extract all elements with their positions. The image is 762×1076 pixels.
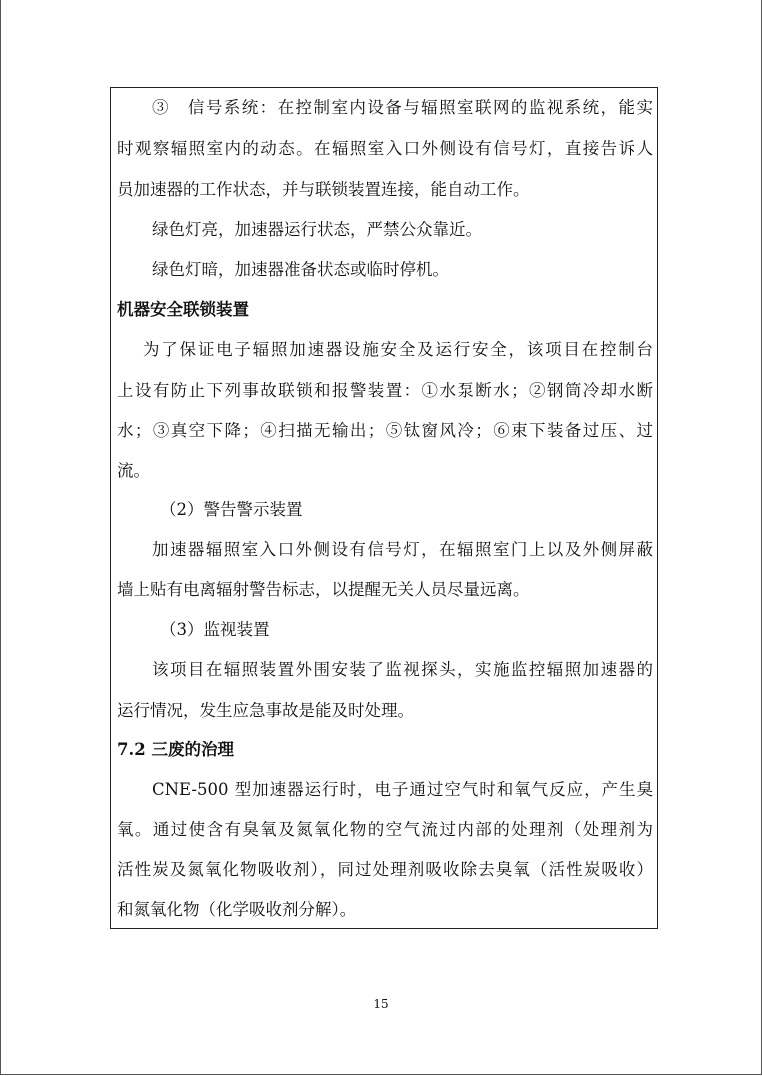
paragraph-line: 活性炭及氮氧化物吸收剂），同过处理剂吸收除去臭氧（活性炭吸收） (117, 860, 653, 879)
paragraph-line: 该项目在辐照装置外围安装了监视探头，实施监控辐照加速器的 (152, 660, 653, 679)
paragraph-line: 为了保证电子辐照加速器设施安全及运行安全，该项目在控制台 (143, 340, 653, 359)
paragraph-line: 水；③真空下降；④扫描无输出；⑤钛窗风冷；⑥束下装备过压、过 (117, 421, 653, 440)
paragraph-line: 加速器辐照室入口外侧设有信号灯，在辐照室门上以及外侧屏蔽 (152, 540, 653, 559)
paragraph-line: 时观察辐照室内的动态。在辐照室入口外侧设有信号灯，直接告诉人 (117, 139, 653, 158)
paragraph-line: ③ 信号系统：在控制室内设备与辐照室联网的监视系统，能实 (152, 98, 653, 117)
subsection-heading: （3）监视装置 (160, 620, 270, 639)
paragraph-line: 运行情况，发生应急事故是能及时处理。 (117, 701, 414, 720)
paragraph-line: 和氮氧化物（化学吸收剂分解）。 (117, 900, 357, 919)
paragraph-line: CNE-500 型加速器运行时，电子通过空气时和氧气反应，产生臭 (152, 780, 653, 799)
page-number: 15 (373, 997, 389, 1011)
paragraph-line: 员加速器的工作状态，并与联锁装置连接，能自动工作。 (117, 180, 530, 199)
paragraph-line: 绿色灯暗，加速器准备状态或临时停机。 (152, 260, 449, 279)
subsection-heading: （2）警告警示装置 (160, 500, 303, 519)
paragraph-line: 流。 (117, 461, 150, 480)
paragraph-line: 墙上贴有电离辐射警告标志，以提醒无关人员尽量远离。 (117, 580, 530, 599)
paragraph-line: 氧。通过使含有臭氧及氮氧化物的空气流过内部的处理剂（处理剂为 (117, 820, 653, 839)
section-heading: 7.2 三废的治理 (117, 740, 234, 759)
paragraph-line: 绿色灯亮，加速器运行状态，严禁公众靠近。 (152, 220, 482, 239)
section-heading: 机器安全联锁装置 (117, 300, 249, 319)
paragraph-line: 上设有防止下列事故联锁和报警装置：①水泵断水；②钢筒冷却水断 (117, 381, 653, 400)
